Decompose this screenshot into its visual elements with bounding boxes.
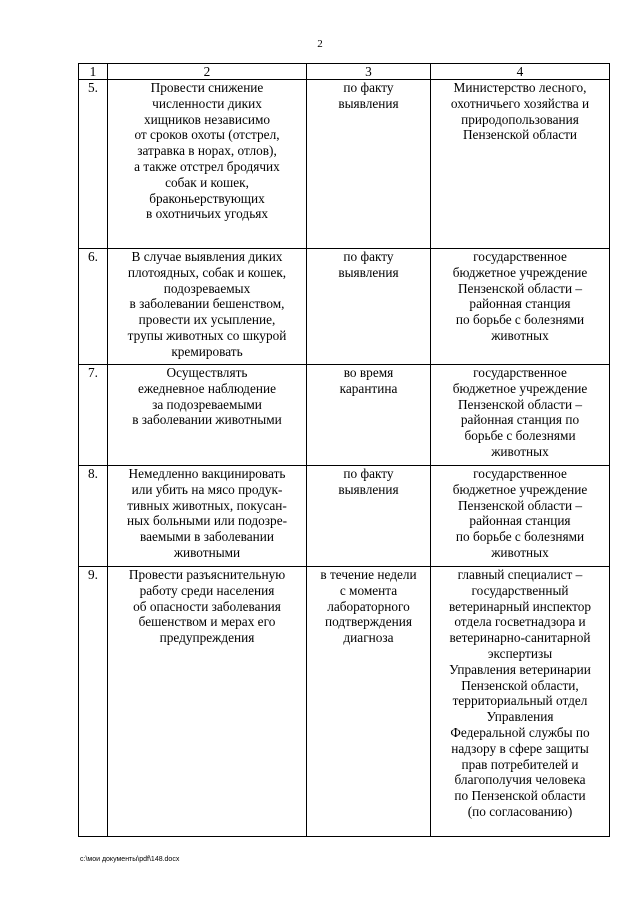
row-number: 5.: [79, 80, 108, 249]
row-number: 7.: [79, 365, 108, 466]
column-header-3: 3: [307, 64, 431, 80]
term-cell: по факту выявления: [307, 249, 431, 365]
action-cell: В случае выявления диких плотоядных, собак и кошек, подозреваемых в заболевании бешенством, провести их усыпление, трупы животных со шкурой кремировать: [108, 249, 307, 365]
row-number: 8.: [79, 466, 108, 567]
action-cell: Провести разъяснительную работу среди населения об опасности заболевания бешенством и мерах его предупреждения: [108, 567, 307, 837]
responsible-cell: государственное бюджетное учреждение Пензенской области – районная станция по борьбе с болезнями животных: [431, 466, 610, 567]
table-row: [79, 249, 610, 365]
table-row: [79, 80, 610, 249]
column-header-1: 1: [79, 64, 108, 80]
column-header-2: 2: [108, 64, 307, 80]
measures-table: [78, 63, 610, 837]
term-cell: в течение недели с момента лабораторного подтверждения диагноза: [307, 567, 431, 837]
table-header-row: [79, 64, 610, 80]
column-header-4: 4: [431, 64, 610, 80]
term-cell: по факту выявления: [307, 80, 431, 249]
table-row: [79, 365, 610, 466]
row-number: 9.: [79, 567, 108, 837]
file-path-footer: c:\мои документы\pdf\148.docx: [80, 856, 180, 863]
row-number: 6.: [79, 249, 108, 365]
responsible-cell: главный специалист – государственный ветеринарный инспектор отдела госветнадзора и ветеринарно-санитарной экспертизы Управления ветеринарии Пензенской области, территориальный отдел Управления Федеральной службы по надзору в сфере защиты прав потребителей и благополучия человека по Пензенской области (по согласованию): [431, 567, 610, 837]
term-cell: во время карантина: [307, 365, 431, 466]
responsible-cell: государственное бюджетное учреждение Пензенской области – районная станция по борьбе с болезнями животных: [431, 365, 610, 466]
term-cell: по факту выявления: [307, 466, 431, 567]
table-row: [79, 567, 610, 837]
page-number: 2: [317, 38, 323, 50]
responsible-cell: государственное бюджетное учреждение Пензенской области – районная станция по борьбе с болезнями животных: [431, 249, 610, 365]
table-row: [79, 466, 610, 567]
action-cell: Осуществлять ежедневное наблюдение за подозреваемыми в заболевании животными: [108, 365, 307, 466]
responsible-cell: Министерство лесного, охотничьего хозяйства и природопользования Пензенской области: [431, 80, 610, 249]
action-cell: Провести снижение численности диких хищников независимо от сроков охоты (отстрел, затравка в норах, отлов), а также отстрел бродячих собак и кошек, браконьерствующих в охотничьих угодьях: [108, 80, 307, 249]
action-cell: Немедленно вакцинировать или убить на мясо продук- тивных животных, покусан- ных больными или подозре- ваемыми в заболевании животными: [108, 466, 307, 567]
